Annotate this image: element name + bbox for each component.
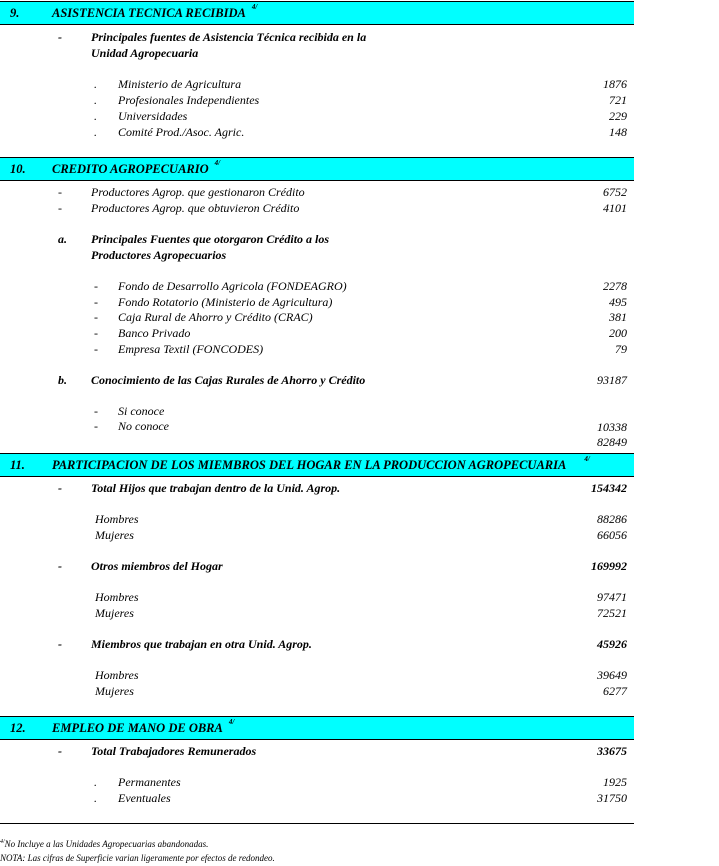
dash-marker: - <box>58 30 62 44</box>
item-value: 229 <box>609 109 627 123</box>
value-row <box>0 435 634 450</box>
item-marker: . <box>94 125 97 139</box>
list-item <box>0 326 634 341</box>
list-item <box>0 791 634 806</box>
item-label: Eventuales <box>118 791 171 805</box>
subheading-label: Conocimiento de las Cajas Rurales de Ahorro y Crédito <box>91 373 366 387</box>
list-item <box>0 342 634 357</box>
group-value: 45926 <box>597 637 627 651</box>
item-value: 1925 <box>603 775 627 789</box>
subheading-a-cont <box>0 248 634 263</box>
item-label: Comité Prod./Asoc. Agric. <box>118 125 245 139</box>
dash-marker: - <box>58 481 62 495</box>
item-value: 6752 <box>603 185 627 199</box>
list-item <box>0 109 634 124</box>
footnote-marker: 4/ <box>0 839 5 845</box>
footnote-marker: 4/ <box>251 3 258 11</box>
footnote-marker: 4/ <box>584 455 590 463</box>
item-marker: - <box>94 342 98 356</box>
group-total <box>0 637 634 652</box>
list-item <box>0 310 634 325</box>
item-value: 72521 <box>597 606 627 620</box>
list-item <box>0 125 634 140</box>
section-number: 11. <box>10 458 25 472</box>
dash-marker: - <box>58 559 62 573</box>
list-item <box>0 419 634 434</box>
item-marker: - <box>94 326 98 340</box>
group-label: Total Hijos que trabajan dentro de la Unid. Agrop. <box>91 481 341 495</box>
section-title-text: ASISTENCIA TECNICA RECIBIDA <box>52 6 246 20</box>
item-value: 721 <box>609 93 627 107</box>
subheading-value: 93187 <box>597 373 627 387</box>
subheading-b <box>0 373 634 388</box>
footnote-marker: 4/ <box>228 718 235 726</box>
item-marker: - <box>94 404 98 418</box>
item-marker: . <box>94 109 97 123</box>
item-value: 495 <box>609 295 627 309</box>
list-item <box>0 279 634 294</box>
item-marker: - <box>58 201 62 215</box>
section-10-header <box>0 157 634 181</box>
item-value: 10338 <box>597 420 627 434</box>
subheading-cont <box>0 46 634 61</box>
list-item <box>0 512 634 527</box>
group-label: Miembros que trabajan en otra Unid. Agrop. <box>91 637 312 651</box>
item-label: Productores Agrop. que obtuvieron Crédito <box>91 201 300 215</box>
item-label: Caja Rural de Ahorro y Crédito (CRAC) <box>118 310 313 324</box>
list-item <box>0 668 634 683</box>
footnote-2 <box>0 853 275 863</box>
item-marker: - <box>94 419 98 433</box>
list-item <box>0 185 634 200</box>
item-value: 79 <box>615 342 627 356</box>
section-title <box>52 718 235 736</box>
item-value: 82849 <box>597 435 627 449</box>
item-value: 66056 <box>597 528 627 542</box>
item-value: 1876 <box>603 77 627 91</box>
item-label: No conoce <box>118 419 169 433</box>
item-label: Mujeres <box>95 684 134 698</box>
dash-marker: - <box>58 744 62 758</box>
list-item <box>0 684 634 699</box>
item-label: Ministerio de Agricultura <box>118 77 242 91</box>
item-value: 88286 <box>597 512 627 526</box>
item-value: 97471 <box>597 590 627 604</box>
item-label: Mujeres <box>95 606 134 620</box>
list-item <box>0 295 634 310</box>
dash-marker: - <box>58 637 62 651</box>
section-title-text: EMPLEO DE MANO DE OBRA <box>52 721 223 735</box>
list-item <box>0 201 634 216</box>
item-label: Banco Privado <box>118 326 191 340</box>
item-marker: . <box>94 77 97 91</box>
item-label: Permanentes <box>118 775 181 789</box>
footnote-1 <box>0 839 208 849</box>
item-label: Productores Agrop. que gestionaron Crédito <box>91 185 305 199</box>
section-title-text: PARTICIPACION DE LOS MIEMBROS DEL HOGAR EN LA PRODUCCION AGROPECUARIA <box>52 458 567 472</box>
section-title <box>52 455 590 473</box>
item-marker: - <box>94 295 98 309</box>
group-total <box>0 481 634 496</box>
subheading-line1: Principales fuentes de Asistencia Técnica recibida en la <box>91 30 367 44</box>
section-9-header <box>0 1 634 25</box>
item-label: Fondo Rotatorio (Ministerio de Agricultura) <box>118 295 333 309</box>
item-value: 6277 <box>603 684 627 698</box>
section-title-text: CREDITO AGROPECUARIO <box>52 162 209 176</box>
item-value: 148 <box>609 125 627 139</box>
section-title <box>52 159 221 177</box>
list-item <box>0 775 634 790</box>
subheading-marker: b. <box>58 373 67 387</box>
group-total <box>0 744 634 759</box>
item-value: 39649 <box>597 668 627 682</box>
item-value: 381 <box>609 310 627 324</box>
group-value: 33675 <box>597 744 627 758</box>
item-label: Universidades <box>118 109 188 123</box>
item-label: Hombres <box>95 668 139 682</box>
item-label: Mujeres <box>95 528 134 542</box>
item-label: Profesionales Independientes <box>118 93 260 107</box>
section-title <box>52 3 258 21</box>
note-text: NOTA: Las cifras de Superficie varian ligeramente por efectos de redondeo. <box>0 853 275 863</box>
subheading-line2: Unidad Agropecuaria <box>91 46 199 60</box>
item-marker: - <box>94 279 98 293</box>
section-11-header <box>0 453 634 477</box>
subheading-line2: Productores Agropecuarios <box>91 248 227 262</box>
subheading-marker: a. <box>58 232 67 246</box>
subheading-a <box>0 232 634 247</box>
item-marker: . <box>94 775 97 789</box>
item-value: 31750 <box>597 791 627 805</box>
item-label: Fondo de Desarrollo Agricola (FONDEAGRO) <box>118 279 347 293</box>
item-label: Hombres <box>95 512 139 526</box>
group-label: Total Trabajadores Remunerados <box>91 744 257 758</box>
section-number: 9. <box>10 6 20 20</box>
group-label: Otros miembros del Hogar <box>91 559 223 573</box>
bottom-rule <box>0 823 634 824</box>
item-label: Si conoce <box>118 404 165 418</box>
list-item <box>0 606 634 621</box>
section-number: 10. <box>10 162 26 176</box>
list-item <box>0 528 634 543</box>
item-label: Empresa Textil (FONCODES) <box>118 342 264 356</box>
item-value: 2278 <box>603 279 627 293</box>
item-marker: . <box>94 93 97 107</box>
item-value: 4101 <box>603 201 627 215</box>
item-label: Hombres <box>95 590 139 604</box>
item-marker: - <box>94 310 98 324</box>
item-marker: - <box>58 185 62 199</box>
item-marker: . <box>94 791 97 805</box>
group-value: 154342 <box>591 481 627 495</box>
section-number: 12. <box>10 721 26 735</box>
subheading-line1: Principales Fuentes que otorgaron Crédito a los <box>91 232 330 246</box>
group-value: 169992 <box>591 559 627 573</box>
list-item <box>0 77 634 92</box>
list-item <box>0 590 634 605</box>
list-item <box>0 93 634 108</box>
footnote-marker: 4/ <box>214 159 221 167</box>
section-12-header <box>0 716 634 740</box>
footnote-text: No Incluye a las Unidades Agropecuarias abandonadas. <box>4 839 209 849</box>
subheading <box>0 30 634 45</box>
list-item <box>0 404 634 419</box>
item-value: 200 <box>609 326 627 340</box>
group-total <box>0 559 634 574</box>
